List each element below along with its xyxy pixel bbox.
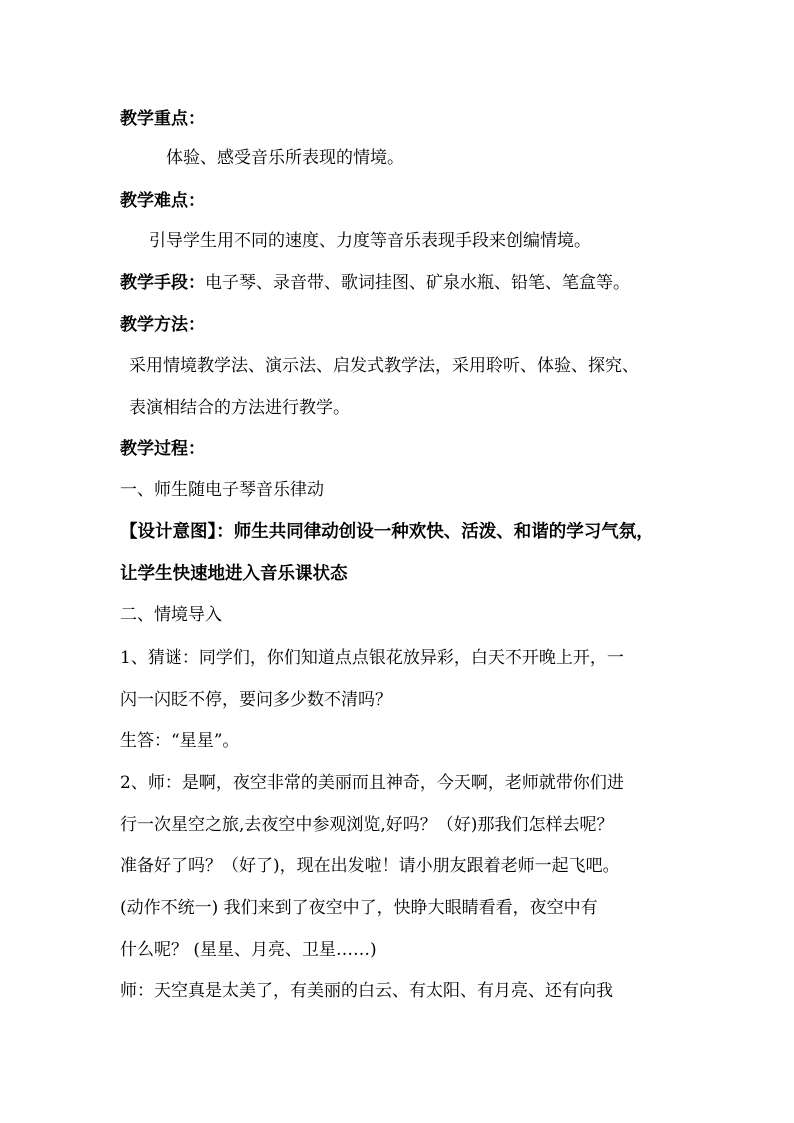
means-text: 电子琴、录音带、歌词挂图、矿泉水瓶、铅笔、笔盒等。 <box>205 273 630 293</box>
teacher-line-1: 2、师：是啊，夜空非常的美丽而且神奇，今天啊，老师就带你们进 <box>120 773 624 793</box>
teacher-line-3: 准备好了吗？（好了)，现在出发啦！请小朋友跟着老师一起飞吧。 <box>120 856 620 876</box>
teacher-line-6: 师：天空真是太美了，有美丽的白云、有太阳、有月亮、还有向我 <box>120 981 613 1001</box>
difficulty-text: 引导学生用不同的速度、力度等音乐表现手段来创编情境。 <box>149 231 591 251</box>
means-label: 教学手段： <box>120 273 205 293</box>
means-line <box>120 272 680 294</box>
teacher-line-2: 行一次星空之旅,去夜空中参观浏览,好吗？（好)那我们怎样去呢？ <box>120 815 614 835</box>
teacher-line-5: 什么呢？ (星星、月亮、卫星……) <box>120 940 377 960</box>
teacher-line-4: (动作不统一) 我们来到了夜空中了，快睁大眼睛看看，夜空中有 <box>120 898 598 918</box>
riddle-line-2: 闪一闪眨不停，要问多少数不清吗？ <box>120 690 392 710</box>
method-text-1: 采用情境教学法、演示法、启发式教学法，采用聆听、体验、探究、 <box>129 356 639 376</box>
key-points-label: 教学重点： <box>120 109 205 129</box>
design-intent-line-2: 让学生快速地进入音乐课状态 <box>120 564 348 584</box>
student-answer: 生答：“星星”。 <box>120 731 240 751</box>
process-label: 教学过程： <box>120 439 205 459</box>
difficulty-label: 教学难点： <box>120 191 205 211</box>
method-text-2: 表演相结合的方法进行教学。 <box>129 398 350 418</box>
riddle-line-1: 1、猜谜：同学们，你们知道点点银花放异彩，白天不开晚上开，一 <box>120 648 624 668</box>
design-intent-line-1: 【设计意图】：师生共同律动创设一种欢快、活泼、和谐的学习气氛， <box>120 522 654 542</box>
method-label: 教学方法： <box>120 315 205 335</box>
section1-heading: 一、师生随电子琴音乐律动 <box>120 480 324 500</box>
section2-heading: 二、情境导入 <box>120 605 222 625</box>
key-points-text: 体验、感受音乐所表现的情境。 <box>166 148 404 168</box>
